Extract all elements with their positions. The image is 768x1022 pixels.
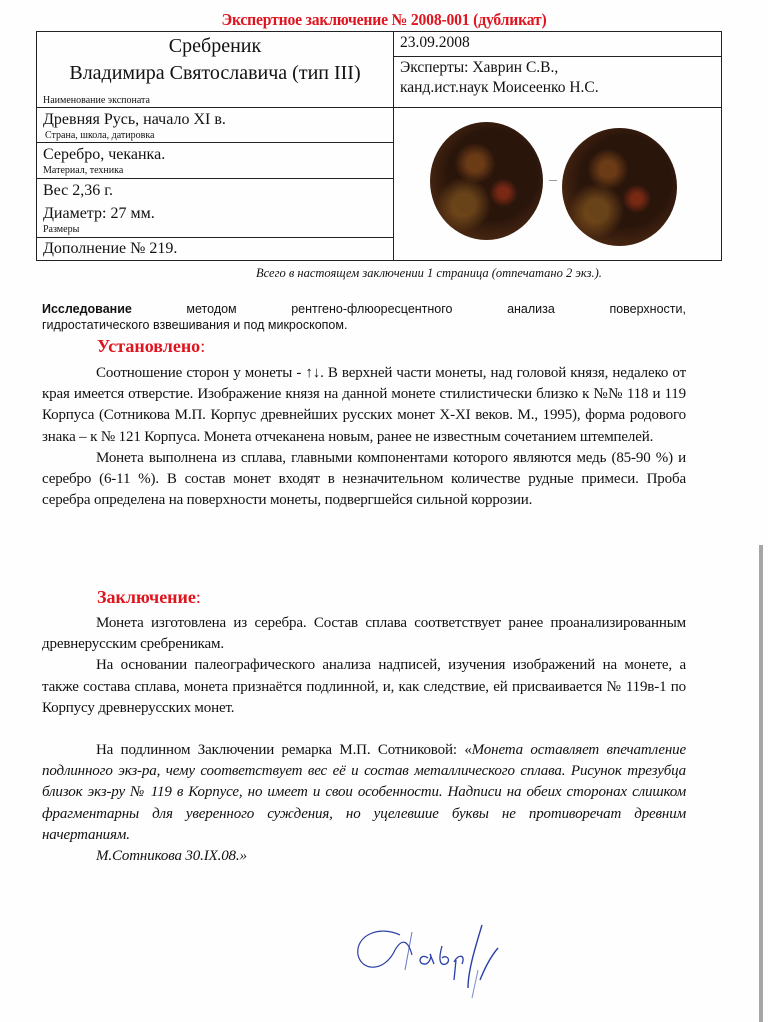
exam-date: 23.09.2008 [400,34,470,51]
weight-value: Вес 2,36 г. [43,181,114,199]
established-section [42,363,686,511]
study-word: методом [186,302,237,316]
remark-section [42,740,686,867]
experts-line1: Эксперты: Хаврин С.В., [400,59,559,77]
experts-cell [394,57,722,108]
page-count-note: Всего в настоящем заключении 1 страница (отпечатано 2 экз.). [256,266,602,280]
established-heading: Установлено: [97,336,206,356]
date-cell [394,32,722,57]
material-caption: Материал, техника [43,165,124,177]
document-title: Экспертное заключение № 2008-001 (дубликат) [221,10,547,29]
diameter-value: Диаметр: 27 мм. [43,204,155,222]
remark-intro: На подлинном Заключении ремарка М.П. Сотниковой: « [96,742,472,758]
conclusion-paragraph-1: Монета изготовлена из серебра. Состав сплава соответствует ранее проанализированным древнерусским сребреникам. [42,615,686,653]
coin-reverse-image [562,128,677,246]
exhibit-card-table [36,31,722,261]
study-word: рентгено-флюоресцентного [291,302,453,316]
supplement-value: Дополнение № 219. [43,239,178,257]
study-word: Исследование [42,302,132,316]
study-word: поверхности, [609,302,686,316]
origin-cell [37,108,394,143]
exhibit-name-line2: Владимира Святославича (тип III) [69,62,361,84]
remark-signoff: М.Сотникова 30.IX.08.» [96,848,247,865]
coin-obverse-image [430,122,543,240]
conclusion-section [42,613,686,719]
study-line2: гидростатического взвешивания и под микроскопом. [42,318,348,332]
exhibit-name-line1: Сребреник [168,35,262,57]
conclusion-heading: Заключение: [97,587,201,607]
conclusion-paragraph-2: На основании палеографического анализа надписей, изучения изображений на монете, а также состава сплава, монета признаётся подлинной, и, как следствие, ей присваивается № 119в-1 по Корпусу древнерусских монет. [42,657,686,716]
remark-paragraph [42,740,686,846]
study-method-text [42,301,686,333]
handwritten-signature-icon [350,910,530,1010]
material-value: Серебро, чеканка. [43,146,166,164]
established-paragraph-1: Соотношение сторон у монеты - ↑↓. В верхней части монеты, над головой князя, недалеко от края имеется отверстие. Изображение князя на данной монете стилистически близко к №№ 118 и 119 Корпуса (Сотникова М.П. Корпус древнейших русских монет X-XI веков. М., 1995), форма родового знака – к № 121 Корпуса. Монета отчеканена новым, ранее не известным сочетанием штемпелей. [42,365,686,445]
size-cell [37,178,394,237]
origin-caption: Страна, школа, датировка [45,130,155,141]
exhibit-name-cell [37,32,394,108]
exhibit-name-caption: Наименование экспоната [43,95,150,106]
experts-line2: канд.ист.наук Моисеенко Н.С. [400,79,599,97]
size-caption: Размеры [43,223,80,235]
scrollbar[interactable] [759,545,763,1022]
material-cell [37,143,394,178]
study-word: анализа [507,302,555,316]
separator-dash [549,180,557,181]
origin-value: Древняя Русь, начало XI в. [43,111,226,128]
established-paragraph-2: Монета выполнена из сплава, главными компонентами которого являются медь (85-90 %) и серебро (6-11 %). В состав монет входят в незначительном количестве рудные примеси. Проба серебра определена на поверхности монеты, подвергшейся сильной коррозии. [42,449,686,509]
coin-photos [394,108,721,260]
remark-quote: Монета оставляет впечатление подлинного экз-ра, чему соответствует вес её и состав металлического сплава. Рисунок трезубца близок экз-ру № 119 в Корпусе, но имеет и свои особенности. Надписи на обеих сторонах слишком фрагментарны для уверенного суждения, но уцелевшие буквы не противоречат древним начертаниям. [42,742,686,843]
supplement-cell [37,237,394,260]
coin-photo-cell [394,108,722,261]
